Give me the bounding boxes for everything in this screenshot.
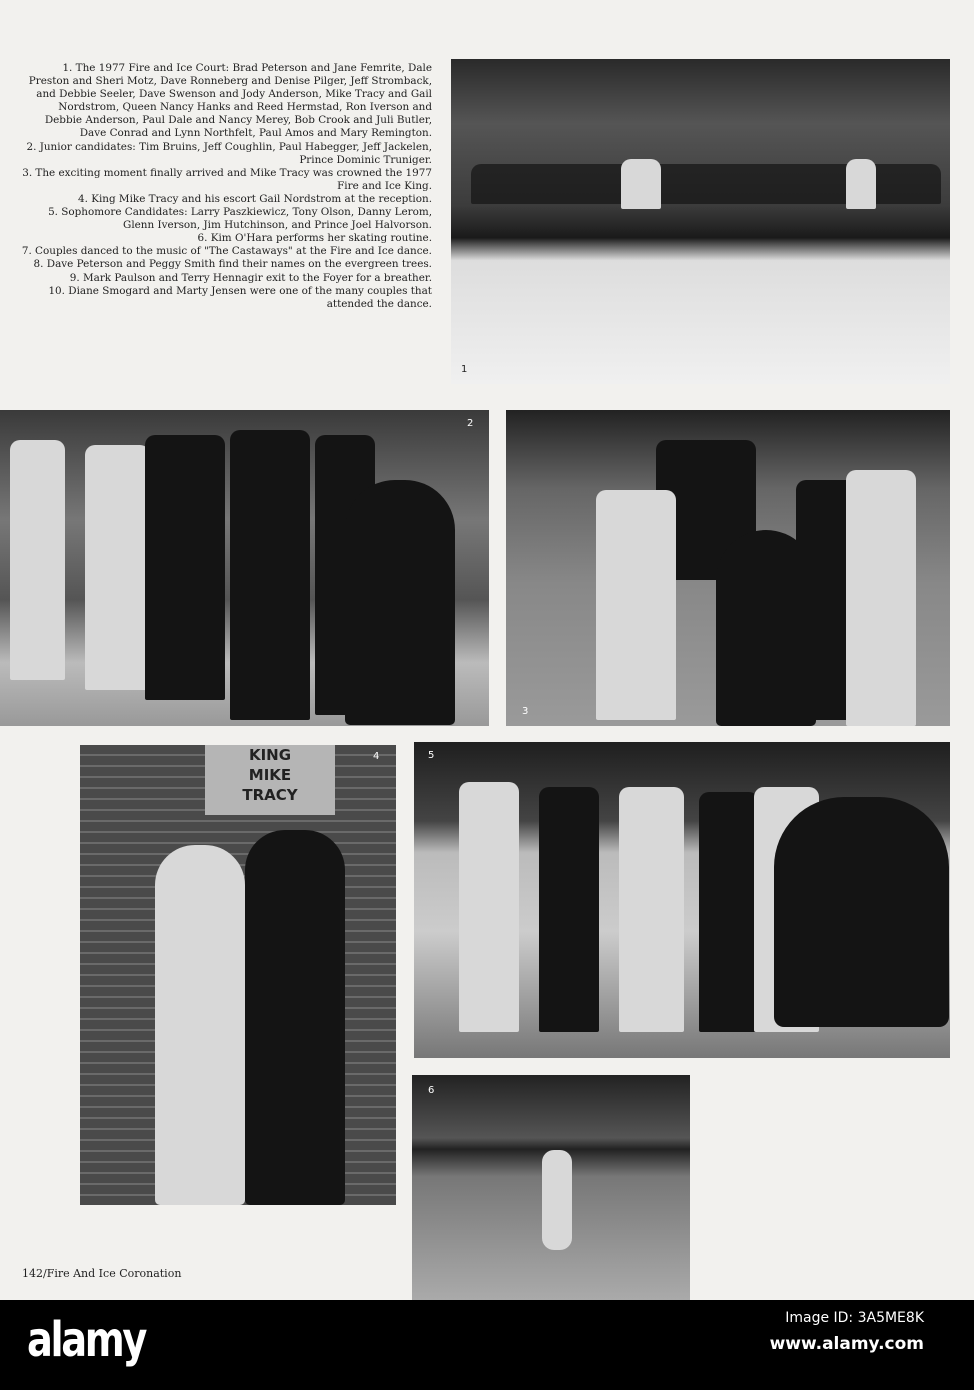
escort-figure — [155, 845, 245, 1205]
photo-captions — [20, 62, 432, 311]
group-figure — [846, 470, 916, 726]
photo-junior-candidates — [0, 410, 489, 726]
caption-7: 7. Couples danced to the music of "The Castaways" at the Fire and Ice dance. — [21, 245, 432, 258]
sign-line: MIKE — [248, 766, 292, 784]
caption-10: 10. Diane Smogard and Marty Jensen were one of the many couples that attended the dance. — [48, 284, 432, 310]
court-figure — [846, 159, 876, 209]
photo-fire-ice-court — [451, 59, 950, 384]
caption-2: 2. Junior candidates: Tim Bruins, Jeff Coughlin, Paul Habegger, Jeff Jackelen, Prince Dominic Truniger. — [26, 140, 432, 166]
skater-figure — [542, 1150, 572, 1250]
photo-sophomore-candidates — [414, 742, 950, 1058]
photo-king-reception — [80, 745, 396, 1205]
photo-number-4: 4 — [373, 751, 380, 762]
candidate-figure — [10, 440, 65, 680]
candidate-figure — [85, 445, 150, 690]
candidate-figure — [459, 782, 519, 1032]
page-footer: 142/Fire And Ice Coronation — [22, 1267, 182, 1280]
queen-figure — [774, 797, 949, 1027]
photo-crowning — [506, 410, 950, 726]
sign-line: KING — [248, 746, 292, 764]
site-url: www.alamy.com — [769, 1334, 924, 1354]
alamy-logo: alamy — [27, 1312, 146, 1368]
king-figure — [245, 830, 345, 1205]
candidate-figure — [145, 435, 225, 700]
caption-9: 9. Mark Paulson and Terry Hennagir exit to the Foyer for a breather. — [69, 271, 432, 284]
photo-skating-routine — [412, 1075, 690, 1300]
caption-1: 1. The 1977 Fire and Ice Court: Brad Peterson and Jane Femrite, Dale Preston and Sheri Motz, Dave Ronneberg and Denise Pilger, Jeff Stromback, and Debbie Seeler, Dave Swenson and Jody Anderson, Mike Tracy and Gail Nordstrom, Queen Nancy Hanks and Reed Hermstad, Ron Iverson and Debbie Anderson, Paul Dale and Nancy Merey, Bob Crook and Juli Butler, Dave Conrad and Lynn Northfelt, Paul Amos and Mary Remington. — [28, 62, 432, 140]
king-sign — [205, 745, 335, 815]
court-figure — [621, 159, 661, 209]
caption-8: 8. Dave Peterson and Peggy Smith find their names on the evergreen trees. — [33, 258, 432, 271]
caption-3: 3. The exciting moment finally arrived and Mike Tracy was crowned the 1977 Fire and Ice King. — [22, 166, 432, 192]
candidate-figure — [699, 792, 759, 1032]
candidate-figure — [619, 787, 684, 1032]
caption-6: 6. Kim O'Hara performs her skating routine. — [197, 232, 432, 245]
watermark-bar — [0, 1300, 974, 1390]
image-id: Image ID: 3A5ME8K — [785, 1310, 924, 1326]
caption-4: 4. King Mike Tracy and his escort Gail Nordstrom at the reception. — [77, 192, 432, 205]
crown-bearer-figure — [596, 490, 676, 720]
sign-line: TRACY — [242, 786, 298, 804]
photo-number-3: 3 — [522, 706, 529, 717]
queen-figure — [345, 480, 455, 725]
photo-number-2: 2 — [467, 418, 474, 429]
caption-5: 5. Sophomore Candidates: Larry Paszkiewicz, Tony Olson, Danny Lerom, Glenn Iverson, Jim Hutchinson, and Prince Joel Halvorson. — [48, 206, 432, 232]
candidate-figure — [539, 787, 599, 1032]
photo-number-6: 6 — [428, 1085, 435, 1096]
photo-number-1: 1 — [461, 364, 468, 375]
candidate-figure — [230, 430, 310, 720]
photo-number-5: 5 — [428, 750, 435, 761]
